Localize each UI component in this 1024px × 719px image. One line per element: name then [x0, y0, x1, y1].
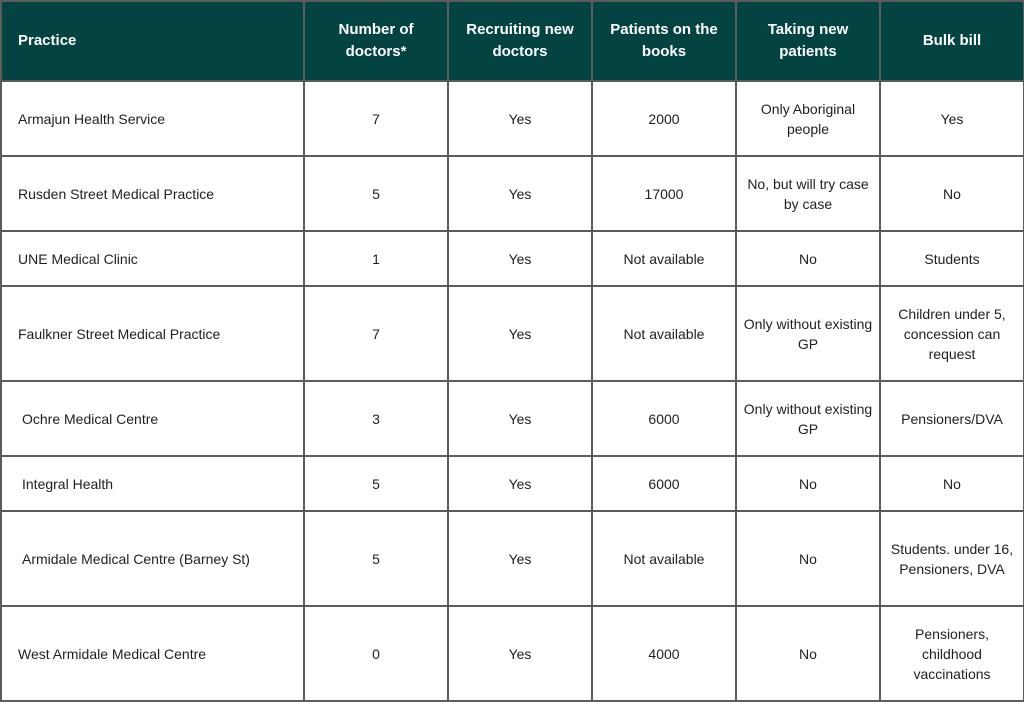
cell-number-of-doctors: 5 [304, 511, 448, 606]
header-recruiting-new-doctors: Recruiting new doctors [448, 1, 592, 81]
cell-bulk-bill: Students [880, 231, 1024, 286]
cell-recruiting: Yes [448, 156, 592, 231]
cell-taking-new-patients: Only Aboriginal people [736, 81, 880, 156]
cell-bulk-bill: Students. under 16, Pensioners, DVA [880, 511, 1024, 606]
cell-practice: UNE Medical Clinic [1, 231, 304, 286]
cell-taking-new-patients: No, but will try case by case [736, 156, 880, 231]
cell-patients: Not available [592, 511, 736, 606]
header-bulk-bill: Bulk bill [880, 1, 1024, 81]
table-row [1, 456, 1024, 511]
table-row [1, 231, 1024, 286]
cell-patients: 2000 [592, 81, 736, 156]
cell-practice: Armajun Health Service [1, 81, 304, 156]
cell-bulk-bill: Yes [880, 81, 1024, 156]
cell-taking-new-patients: No [736, 456, 880, 511]
cell-practice: Ochre Medical Centre [1, 381, 304, 456]
cell-practice: West Armidale Medical Centre [1, 606, 304, 701]
cell-practice: Armidale Medical Centre (Barney St) [1, 511, 304, 606]
cell-patients: 17000 [592, 156, 736, 231]
cell-recruiting: Yes [448, 606, 592, 701]
cell-recruiting: Yes [448, 381, 592, 456]
cell-taking-new-patients: No [736, 606, 880, 701]
cell-taking-new-patients: No [736, 511, 880, 606]
cell-bulk-bill: No [880, 156, 1024, 231]
cell-practice: Faulkner Street Medical Practice [1, 286, 304, 381]
cell-bulk-bill: Pensioners, childhood vaccinations [880, 606, 1024, 701]
cell-number-of-doctors: 7 [304, 286, 448, 381]
table-row [1, 81, 1024, 156]
table-row [1, 511, 1024, 606]
cell-recruiting: Yes [448, 81, 592, 156]
cell-patients: Not available [592, 231, 736, 286]
cell-number-of-doctors: 1 [304, 231, 448, 286]
cell-patients: 4000 [592, 606, 736, 701]
table-row [1, 606, 1024, 701]
cell-practice: Rusden Street Medical Practice [1, 156, 304, 231]
cell-taking-new-patients: Only without existing GP [736, 381, 880, 456]
cell-bulk-bill: Pensioners/DVA [880, 381, 1024, 456]
cell-patients: 6000 [592, 456, 736, 511]
cell-bulk-bill: No [880, 456, 1024, 511]
cell-bulk-bill: Children under 5, concession can request [880, 286, 1024, 381]
cell-number-of-doctors: 7 [304, 81, 448, 156]
header-practice: Practice [1, 1, 304, 81]
cell-taking-new-patients: Only without existing GP [736, 286, 880, 381]
table-row [1, 381, 1024, 456]
cell-recruiting: Yes [448, 286, 592, 381]
header-row [1, 1, 1024, 81]
table-header [1, 1, 1024, 81]
header-patients-on-books: Patients on the books [592, 1, 736, 81]
cell-number-of-doctors: 0 [304, 606, 448, 701]
cell-patients: 6000 [592, 381, 736, 456]
cell-practice: Integral Health [1, 456, 304, 511]
header-taking-new-patients: Taking new patients [736, 1, 880, 81]
cell-taking-new-patients: No [736, 231, 880, 286]
table-row [1, 156, 1024, 231]
cell-number-of-doctors: 5 [304, 456, 448, 511]
cell-number-of-doctors: 3 [304, 381, 448, 456]
cell-recruiting: Yes [448, 231, 592, 286]
table-body [1, 81, 1024, 701]
header-number-of-doctors: Number of doctors* [304, 1, 448, 81]
table-row [1, 286, 1024, 381]
cell-recruiting: Yes [448, 511, 592, 606]
cell-patients: Not available [592, 286, 736, 381]
cell-recruiting: Yes [448, 456, 592, 511]
cell-number-of-doctors: 5 [304, 156, 448, 231]
